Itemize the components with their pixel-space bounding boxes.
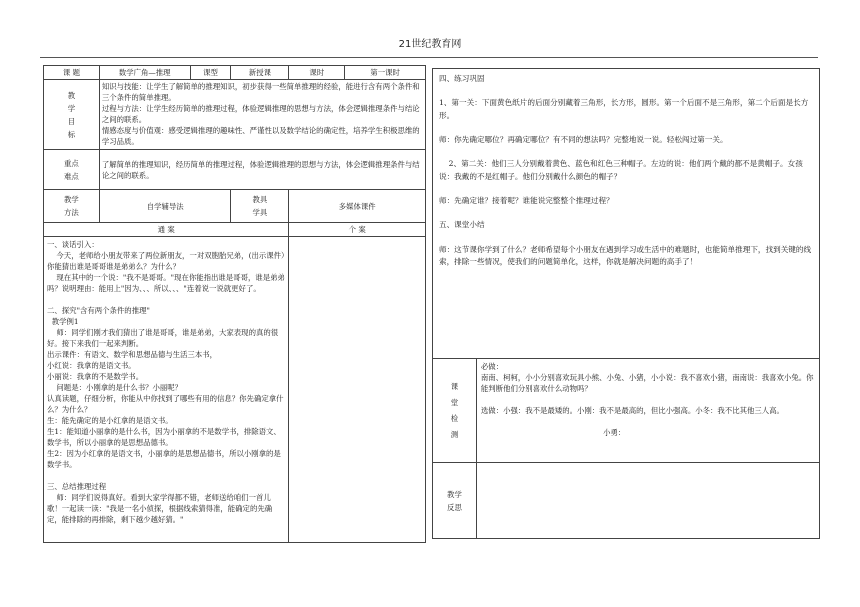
reflect-text bbox=[476, 463, 819, 539]
topic-value: 数学广角—推理 bbox=[99, 66, 190, 80]
tools-value: 多媒体课件 bbox=[289, 190, 426, 223]
objectives-label: 教 学 目 标 bbox=[44, 80, 100, 150]
reflect-label: 教学 反思 bbox=[433, 463, 477, 539]
practice-text: 四、练习巩固 1、第一关：下面黄色纸片的后面分别藏着三角形，长方形，圆形。第一个后面不是三角形，第二个后面是长方形。 师：你先确定哪位？再确定哪位？有不同的想法吗？完整地说一说。轻松闯过第一关。 2、第二关：他们三人分别戴着黄色、蓝色和红色三种帽子。左边的说：他们两个戴的都不是黄帽子。女孩说：我戴的不是红帽子。他们分别戴什么颜色的帽子？ 师：先确定谁？接着呢？谁能说完整整个推理过程？ 五、课堂小结 师：这节课你学到了什么？老师希望每个小朋友在遇到学习或生活中的难题时，也能简单推理下，找到关键的线索，排除一些情况，使我们的问题简单化，这样，你就是解决问题的高手了！ bbox=[433, 69, 820, 359]
keypoints-text: 了解简单的推理知识，经历简单的推理过程，体验逻辑推理的思想与方法，体会逻辑推理条件与结论之间的联系。 bbox=[99, 150, 425, 190]
topic-label: 课 题 bbox=[44, 66, 100, 80]
personal-plan-header: 个 案 bbox=[289, 223, 426, 237]
header-divider bbox=[40, 57, 818, 58]
type-label: 课型 bbox=[190, 66, 231, 80]
hours-value: 第一课时 bbox=[345, 66, 426, 80]
personal-plan-cell bbox=[289, 237, 426, 543]
page-header: 21世纪教育网 bbox=[398, 39, 462, 50]
tools-label: 教具 学具 bbox=[231, 190, 289, 223]
keypoints-label: 重点 难点 bbox=[44, 150, 100, 190]
lesson-plan-table bbox=[43, 65, 426, 543]
common-plan-header: 通 案 bbox=[44, 223, 289, 237]
hours-label: 课时 bbox=[289, 66, 345, 80]
test-label: 课 堂 检 测 bbox=[433, 359, 477, 463]
test-text: 必做： 南南、柯柯，小小分别喜欢玩具小熊、小兔、小猪，小小说：我不喜欢小猪，南南说：我喜欢小兔。你能判断他们分别喜欢什么动物吗？ 选做：小强：我不是最矮的。小刚：我不是最高的，但比小强高。小冬：我不比其他三人高。 小勇： bbox=[476, 359, 819, 463]
common-plan-text: 一、谈话引入： 今天，老师给小朋友带来了两位新朋友，一对双胞胎兄弟，(出示课件）你能猜出谁是哥哥谁是弟弟么？为什么？ 现在其中的一个说："我不是哥哥。"现在你能指出谁是哥哥，谁是弟弟吗？说明理由：能用上"因为、、、所以、、、"连着说一说就更好了。 二、探究"含有两个条件的推理" 教学例1 师：同学们刚才我们猜出了谁是哥哥，谁是弟弟，大家表现的真的很好。接下来我们一起来判断。 出示课件：有语文、数学和思想品德与生活三本书， 小红说：我拿的是语文书。 小丽说：我拿的不是数学书。 问题是：小刚拿的是什么书？小丽呢？ 认真读题，仔细分析，你能从中你找到了哪些有用的信息？你先确定拿什么？为什么？ 生：能先确定的是小红拿的是语文书。 生1：能知道小丽拿的是什么书，因为小丽拿的不是数学书，排除语文、数学书，所以小丽拿的是思想品德书。 生2：因为小红拿的是语文书，小丽拿的是思想品德书，所以小刚拿的是数学书。 三、总结推理过程 师：同学们说得真好。看到大家学得都不错，老师送给咱们一首儿歌！一起读一读："我是一名小侦探，根据线索猜得准，能确定的先确定，能排除的再排除，剩下越少越好猜。" bbox=[44, 237, 289, 543]
practice-table bbox=[432, 68, 820, 539]
method-value: 自学辅导法 bbox=[99, 190, 231, 223]
type-value: 新授课 bbox=[231, 66, 289, 80]
method-label: 教学 方法 bbox=[44, 190, 100, 223]
objectives-text: 知识与技能：让学生了解简单的推理知识，初步获得一些简单推理的经验，能进行含有两个条件和三个条件的简单推理。 过程与方法：让学生经历简单的推理过程，体验逻辑推理的思想与方法，体会逻辑推理条件与结论之间的联系。 情感态度与价值观：感受逻辑推理的趣味性、严谨性以及数学结论的确定性，培养学生积极思维的学习品质。 bbox=[99, 80, 425, 150]
